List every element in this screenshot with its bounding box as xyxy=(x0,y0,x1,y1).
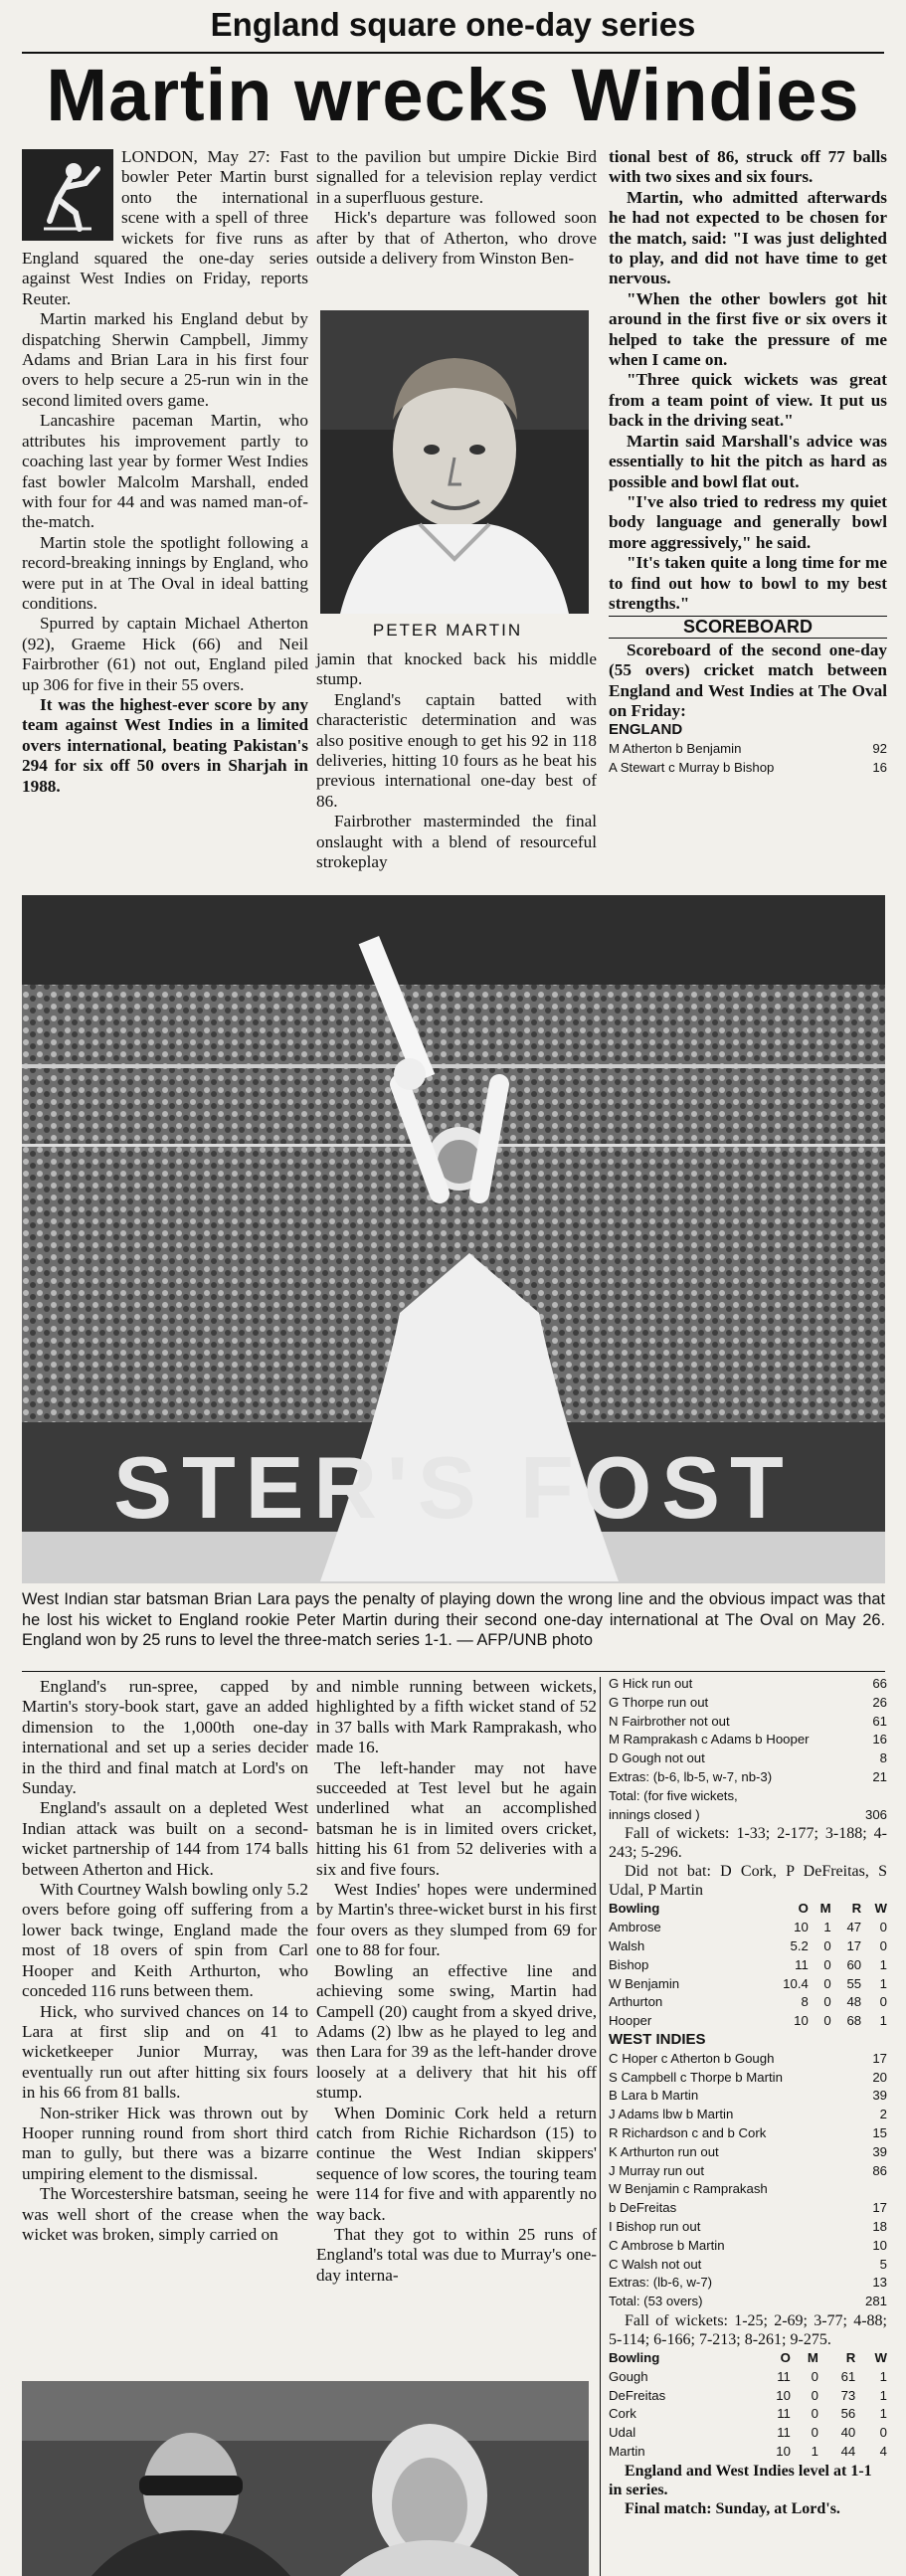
article-column-1 xyxy=(22,147,308,797)
paragraph: "I've also tried to redress my quiet body language and generally bowl more aggressively," he said. xyxy=(609,491,887,552)
paragraph: "It's taken quite a long time for me to find out how to bowl to my best strengths." xyxy=(609,553,887,613)
paragraph: tional best of 86, struck off 77 balls with two sixes and six fours. xyxy=(609,147,887,187)
paragraph: Martin marked his England debut by dispatching Sherwin Campbell, Jimmy Adams and Brian Lara in his first four overs to help secure a 25-run win in the second limited overs game. xyxy=(22,309,308,410)
wi-fall-of-wickets: Fall of wickets: 1-25; 2-69; 3-77; 4-88; 5-114; 6-166; 7-213; 8-261; 9-275. xyxy=(609,2311,887,2348)
table-row: Arthurton 8 0 48 0 xyxy=(609,1994,887,2010)
table-row: Gough 11 0 61 1 xyxy=(609,2368,887,2384)
paragraph: Lancashire paceman Martin, who attributes his improvement partly to coaching last year by former West Indies fast bowler Malcolm Marshall, ended with four for 44 and was named man-of-the-match. xyxy=(22,411,308,532)
paragraph: England's captain batted with characteristic determination and was also positive enough to get his 92 in 118 deliveries, hitting 10 fours as he beat his previous international one-day best of 86. xyxy=(316,689,597,811)
paragraph: The left-hander may not have succeeded at Test level but he again underlined what an accomplished batsman he is in limited overs cricket, hitting his 61 from 52 deliveries with a six and five fours. xyxy=(316,1757,597,1879)
table-row: Total: (53 overs) 281 xyxy=(609,2294,887,2309)
photo-caption: West Indian star batsman Brian Lara pays the penalty of playing down the wrong line and the obvious impact was that he lost his wicket to England rookie Peter Martin during their second one-day international at The Oval on May 26. England won by 25 runs to level the three-match series 1-1. — AFP/UNB photo xyxy=(22,1590,885,1649)
paragraph: Spurred by captain Michael Atherton (92), Graeme Hick (66) and Neil Fairbrother (61) not out, England piled up 306 for five in their 55 overs. xyxy=(22,614,308,694)
paragraph: Fairbrother masterminded the final onslaught with a blend of resourceful strokeplay xyxy=(316,812,597,872)
table-row: C Walsh not out 5 xyxy=(609,2256,887,2272)
article-column-lower-2 xyxy=(316,1677,597,2286)
cricketer-dropcap-icon xyxy=(22,149,113,241)
west-indies-heading: WEST INDIES xyxy=(609,2030,706,2048)
final-match-note: Final match: Sunday, at Lord's. xyxy=(625,2499,840,2517)
england-fall-of-wickets: Fall of wickets: 1-33; 2-177; 3-188; 4-243; 5-296. xyxy=(609,1825,887,1862)
banner-text: STER'S FOST xyxy=(113,1438,794,1537)
paragraph: Martin, who admitted afterwards he had not expected to be chosen for the match, said: "I was just delighted to play, and did not have time to get nervous. xyxy=(609,187,887,288)
paragraph: With Courtney Walsh bowling only 5.2 overs before going off suffering from a lower back twinge, England made the most of 18 overs of spin from Carl Hooper and Keith Arthurton, who conceded 116 runs between them. xyxy=(22,1880,308,2001)
table-row: C Hoper c Atherton b Gough 17 xyxy=(609,2050,887,2066)
table-row: G Thorpe run out 26 xyxy=(609,1694,887,1710)
paragraph: The Worcestershire batsman, seeing he was well short of the crease when the wicket was broken, simply carried on xyxy=(22,2184,308,2244)
article-column-2-top xyxy=(316,147,597,269)
table-row: Total: (for five wickets, xyxy=(609,1787,738,1803)
paragraph: West Indies' hopes were undermined by Martin's three-wicket burst in his first four overs as they slumped from 69 for one to 88 for four. xyxy=(316,1880,597,1960)
paragraph: Non-striker Hick was thrown out by Hooper running round from short third man to gully, but there was a bizarre umpiring element to the dismissal. xyxy=(22,2103,308,2183)
portrait-caption: PETER MARTIN xyxy=(372,621,523,640)
table-row: Martin 10 1 44 4 xyxy=(609,2443,887,2459)
england-bowling-table xyxy=(609,2349,887,2462)
table-row: M Atherton b Benjamin 92 xyxy=(609,741,887,757)
headline: Martin wrecks Windies xyxy=(46,54,860,136)
table-row: A Stewart c Murray b Bishop 16 xyxy=(609,759,887,775)
article-column-lower-1 xyxy=(22,1677,308,2245)
paragraph: LONDON, May 27: Fast bowler Peter Martin burst onto the international scene with a spell of three wickets for five runs as England squared the one-day series against West Indies on Friday, reports Reuter. xyxy=(22,147,308,308)
series-result: England and West Indies level at 1-1 in series. xyxy=(609,2462,872,2498)
table-row: Cork 11 0 56 1 xyxy=(609,2406,887,2422)
section-divider xyxy=(22,1671,885,1672)
paragraph: Martin stole the spotlight following a record-breaking innings by England, who were put in at The Oval in ideal batting conditions. xyxy=(22,532,308,613)
table-row: G Hick run out 66 xyxy=(609,1676,887,1691)
paragraph: Hick's departure was followed soon after by that of Atherton, who drove outside a delivery from Winston Ben- xyxy=(316,208,597,269)
table-row: J Murray run out 86 xyxy=(609,2162,887,2178)
england-did-not-bat: Did not bat: D Cork, P DeFreitas, S Udal, P Martin xyxy=(609,1863,887,1900)
table-row: Extras: (lb-6, w-7) 13 xyxy=(609,2275,887,2291)
table-row: DeFreitas 10 0 73 1 xyxy=(609,2387,887,2403)
paragraph: Hick, who survived chances on 14 to Lara at first slip and on 41 to wicketkeeper Junior Murray, was eventually run out after hitting six fours in his 66 from 81 balls. xyxy=(22,2001,308,2103)
paragraph: jamin that knocked back his middle stump. xyxy=(316,649,597,689)
section-kicker: England square one-day series xyxy=(210,6,696,43)
england-top-batting xyxy=(609,721,887,777)
article-column-2-bottom xyxy=(316,649,597,872)
england-heading: ENGLAND xyxy=(609,721,683,739)
table-row: W Benjamin c Ramprakash xyxy=(609,2181,768,2197)
wi-batting-table xyxy=(609,2050,887,2311)
table-row: W Benjamin 10.4 0 55 1 xyxy=(609,1975,887,1991)
scoreboard-intro: Scoreboard of the second one-day (55 overs) cricket match between England and West Indies at The Oval on Friday: xyxy=(609,640,887,720)
table-row: D Gough not out 8 xyxy=(609,1750,887,1766)
paragraph: When Dominic Cork held a return catch from Richie Richardson (15) to continue the West Indian skippers' sequence of low scores, the touring team were 114 for five and with apparently no way back. xyxy=(316,2103,597,2224)
table-row: Hooper 10 0 68 1 xyxy=(609,2013,887,2029)
table-header-row: Bowling O M R W xyxy=(609,1901,887,1917)
table-row: Udal 11 0 40 0 xyxy=(609,2425,887,2441)
paragraph: and nimble running between wickets, highlighted by a fifth wicket stand of 52 in 37 balls with Mark Ramprakash, who made 16. xyxy=(316,1677,597,1757)
paragraph: England's assault on a depleted West Indian attack was built on a second-wicket partnership of 144 from 174 balls between Atherton and Hick. xyxy=(22,1798,308,1879)
paragraph: England's run-spree, capped by Martin's story-book start, gave an added dimension to the 1,000th one-day international and set up a series decider in the third and final match at Lord's on Sunday. xyxy=(22,1677,308,1798)
portrait-photo xyxy=(320,310,589,614)
paragraph: to the pavilion but umpire Dickie Bird signalled for a television replay verdict in a superfluous gesture. xyxy=(316,147,597,207)
table-row: I Bishop run out 18 xyxy=(609,2218,887,2234)
table-row: innings closed ) 306 xyxy=(609,1806,887,1822)
spectators-photo xyxy=(22,2381,589,2576)
table-row: B Lara b Martin 39 xyxy=(609,2088,887,2104)
paragraph: "Three quick wickets was great from a team point of view. It put us back in the driving seat." xyxy=(609,370,887,431)
table-row: K Arthurton run out 39 xyxy=(609,2143,887,2159)
article-column-3 xyxy=(609,147,887,778)
table-row: R Richardson c and b Cork 15 xyxy=(609,2124,887,2140)
table-row: b DeFreitas 17 xyxy=(609,2200,887,2216)
table-row: C Ambrose b Martin 10 xyxy=(609,2237,887,2253)
table-row: Extras: (b-6, lb-5, w-7, nb-3) 21 xyxy=(609,1768,887,1784)
england-batting-table xyxy=(609,1675,887,1824)
paragraph: That they got to within 25 runs of England's total was due to Murray's one-day interna- xyxy=(316,2224,597,2285)
paragraph: It was the highest-ever score by any team against West Indies in a limited overs international, beating Pakistan's 294 for six off 50 overs in Sharjah in 1988. xyxy=(22,694,308,796)
table-row: J Adams lbw b Martin 2 xyxy=(609,2107,887,2122)
scoreboard-continued xyxy=(609,1675,887,2518)
wi-bowling-table xyxy=(609,1900,887,2031)
paragraph: Martin said Marshall's advice was essentially to hit the pitch as hard as possible and bowl flat out. xyxy=(609,431,887,491)
table-row: Bishop 11 0 60 1 xyxy=(609,1956,887,1972)
table-row: M Ramprakash c Adams b Hooper 16 xyxy=(609,1732,887,1748)
table-row: N Fairbrother not out 61 xyxy=(609,1713,887,1729)
paragraph: Bowling an effective line and achieving some swing, Martin had Campell (20) caught from a skyed drive, Adams (2) lbw as he played to leg and then Lara for 39 as the left-hander drove loosely at a delivery that hit his off stump. xyxy=(316,1960,597,2103)
scoreboard-heading: SCOREBOARD xyxy=(609,616,887,638)
table-row: Walsh 5.2 0 17 0 xyxy=(609,1937,887,1953)
paragraph: "When the other bowlers got hit around in the first five or six overs it helped to take the pressure of me when I came on. xyxy=(609,288,887,370)
table-row: Ambrose 10 1 47 0 xyxy=(609,1920,887,1935)
match-action-photo xyxy=(22,895,885,1583)
column-rule xyxy=(600,1677,601,2576)
table-row: S Campbell c Thorpe b Martin 20 xyxy=(609,2069,887,2085)
table-header-row: Bowling O M R W xyxy=(609,2349,887,2365)
